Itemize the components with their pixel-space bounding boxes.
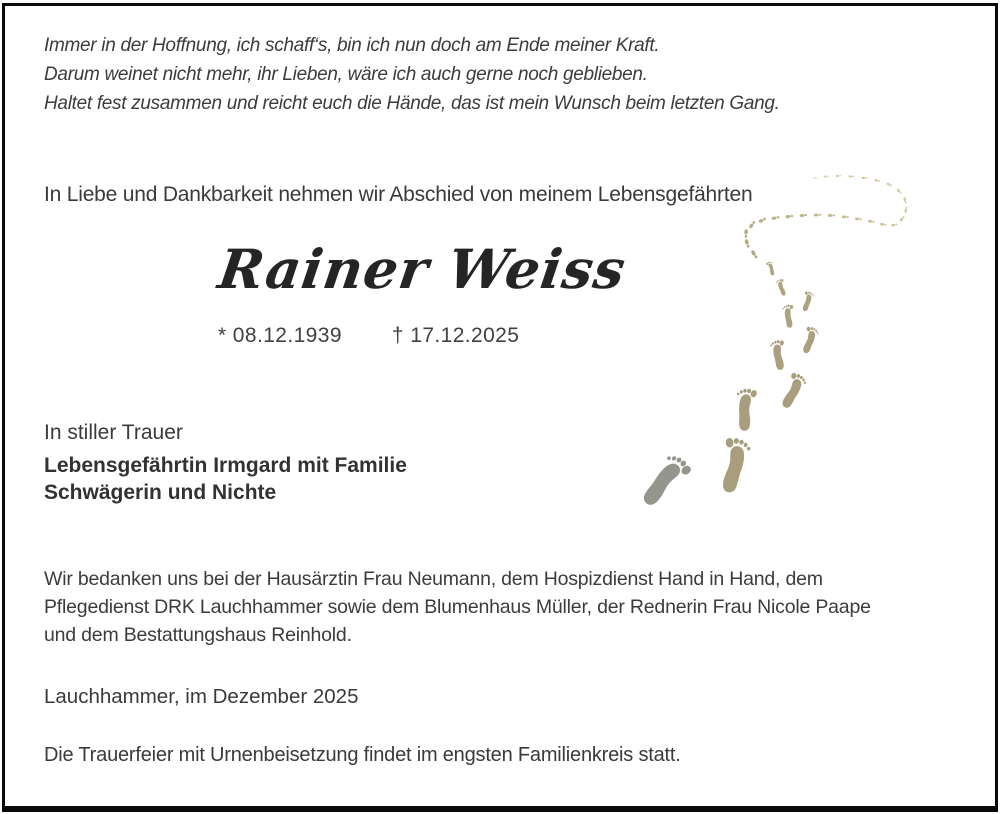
thanks-paragraph: Wir bedanken uns bei der Hausärztin Frau Neumann, dem Hospizdienst Hand in Hand, dem Pflegedienst DRK Lauchhammer sowie dem Blumenhaus Müller, der Rednerin Frau Nicole Paape und dem Bestattungshaus Reinhold. <box>44 568 871 646</box>
mourner-line: Lebensgefährtin Irmgard mit Familie <box>44 454 407 477</box>
poem-line: Darum weinet nicht mehr, ihr Lieben, wäre ich auch gerne noch geblieben. <box>44 64 648 85</box>
poem-line: Immer in der Hoffnung, ich schaff‘s, bin ich nun doch am Ende meiner Kraft. <box>44 35 660 56</box>
mourning-heading: In stiller Trauer <box>44 421 183 444</box>
place-date-line: Lauchhammer, im Dezember 2025 <box>44 685 359 708</box>
mourner-line: Schwägerin und Nichte <box>44 481 277 504</box>
birth-date: * 08.12.1939 <box>218 324 342 347</box>
death-date: † 17.12.2025 <box>391 324 520 347</box>
intro-line: In Liebe und Dankbarkeit nehmen wir Abschied von meinem Lebensgefährten <box>44 183 753 206</box>
life-dates <box>218 324 519 348</box>
deceased-name: Rainer Weiss <box>214 237 630 301</box>
closing-line: Die Trauerfeier mit Urnenbeisetzung findet im engsten Familienkreis statt. <box>44 744 681 766</box>
poem-line: Haltet fest zusammen und reicht euch die Hände, das ist mein Wunsch beim letzten Gang. <box>44 93 780 114</box>
poem <box>44 31 780 118</box>
mourners-list <box>44 452 407 506</box>
